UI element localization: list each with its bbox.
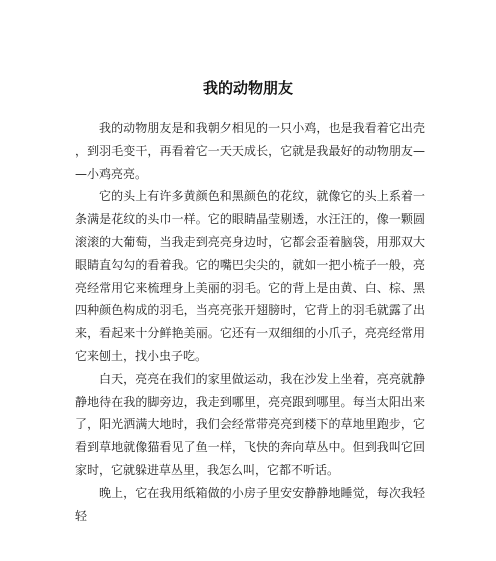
paragraph-3: 白天，亮亮在我们的家里做运动，我在沙发上坐着，亮亮就静静地待在我的脚旁边，我走到哪里，亮亮跟到哪里。每当太阳出来了，阳光洒满大地时，我们会经常带亮亮到楼下的草地里跑步，它看到草地就像猫看见了鱼一样，飞快的奔向草丛中。但到我叫它回家时，它就躲进草丛里，我怎么叫，它都不听话。 (75, 371, 425, 477)
paragraph-1: 我的动物朋友是和我朝夕相见的一只小鸡，也是我看着它出壳，到羽毛变干，再看着它一天天成长，它就是我最好的动物朋友——小鸡亮亮。 (75, 121, 425, 181)
paragraph-2: 它的头上有许多黄颜色和黑颜色的花纹，就像它的头上系着一条满是花纹的头巾一样。它的眼睛晶莹剔透，水汪汪的，像一颗圆滚滚的大葡萄，当我走到亮亮身边时，它都会歪着脑袋，用那双大眼睛直勾勾的看着我。它的嘴巴尖尖的，就如一把小梳子一般，亮亮经常用它来梳理身上美丽的羽毛。它的背上是由黄、白、棕、黑四种颜色构成的羽毛，当亮亮张开翅膀时，它背上的羽毛就露了出来，看起来十分鲜艳美丽。它还有一双细细的小爪子，亮亮经常用它来刨土，找小虫子吃。 (75, 189, 425, 363)
paragraph-4: 晚上，它在我用纸箱做的小房子里安安静静地睡觉，每次我轻轻 (75, 485, 425, 523)
document-title: 我的动物朋友 (202, 79, 293, 97)
document-body (75, 117, 425, 527)
